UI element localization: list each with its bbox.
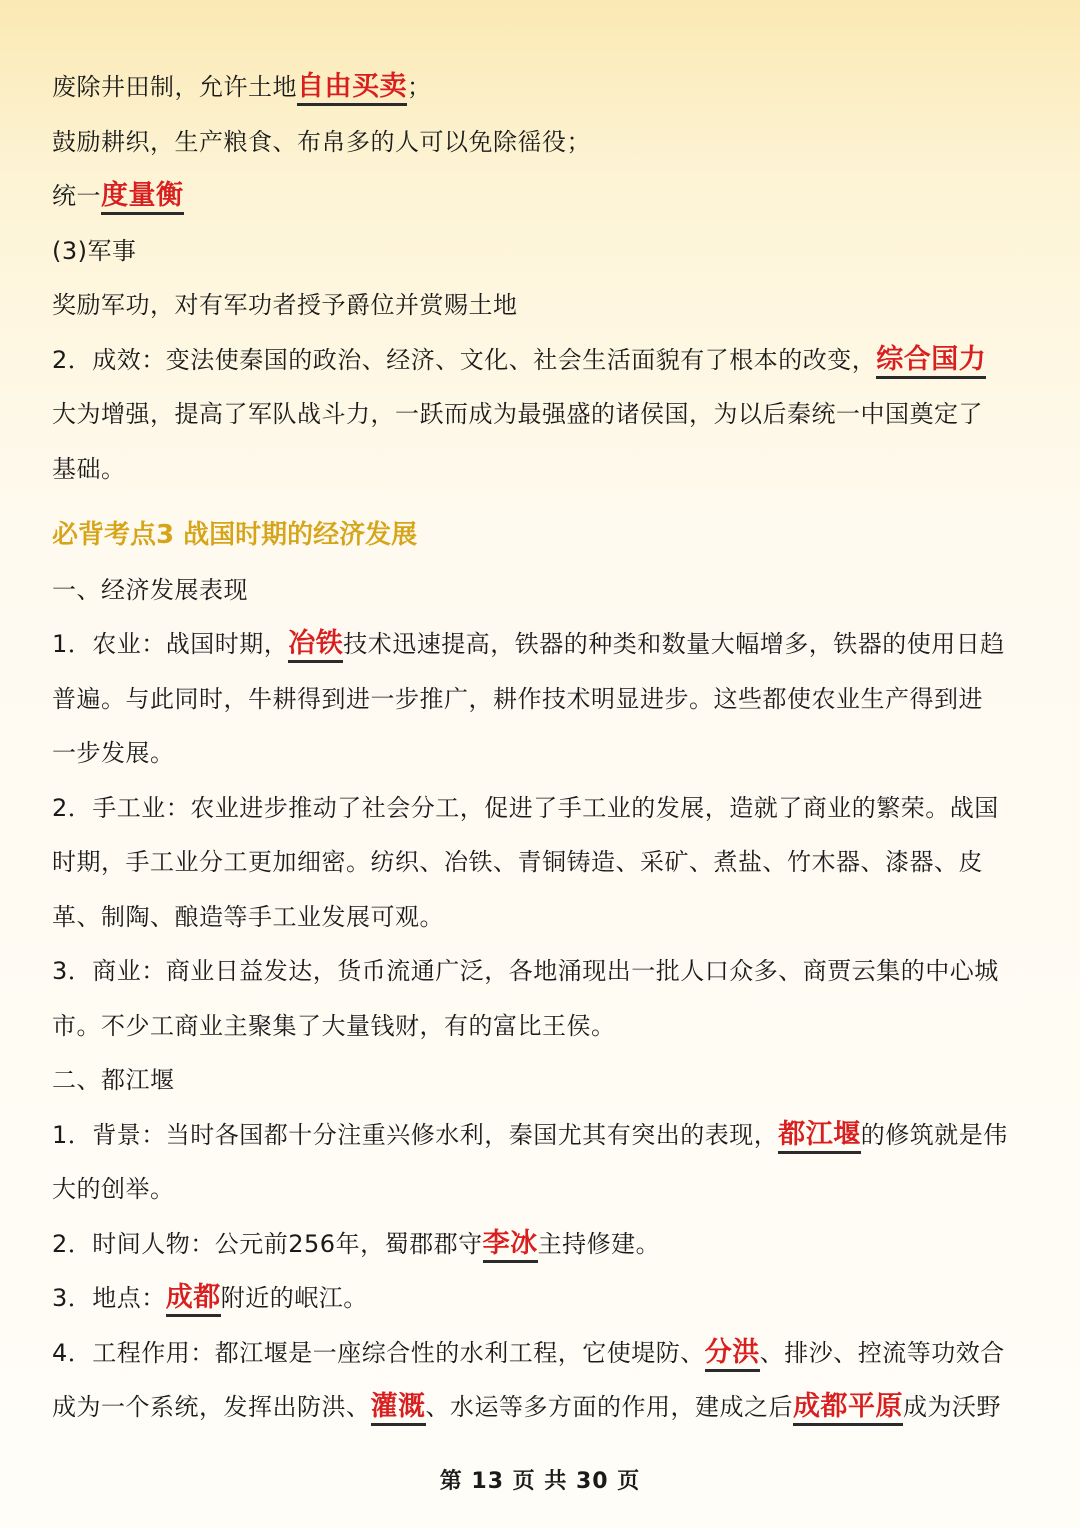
text-segment: 技术迅速提高，铁器的种类和数量大幅增多，铁器的使用日趋 [343,630,1005,658]
text-segment: 奖励军功，对有军功者授予爵位并赏赐土地 [52,291,518,319]
key-term: 度量衡 [101,180,184,215]
text-segment: (3)军事 [52,236,137,265]
text-segment: 1．背景：当时各国都十分注重兴修水利，秦国尤其有突出的表现， [52,1120,779,1149]
page-footer: 第 13 页 共 30 页 [439,1469,641,1494]
key-term: 成都 [166,1282,221,1317]
text-line [52,835,1042,890]
text-line [52,726,1042,781]
text-segment: 附近的岷江。 [220,1284,368,1312]
text-line [52,1217,1042,1272]
text-segment: 鼓励耕织，生产粮食、布帛多的人可以免除徭役； [52,127,591,156]
text-segment: 成为沃野 [903,1393,1001,1421]
key-term: 灌溉 [371,1391,426,1426]
text-line [52,563,1042,618]
text-segment: 废除井田制，允许土地 [52,73,297,101]
section-reform-content [52,60,1042,496]
text-segment: 2．时间人物：公元前256年，蜀郡郡守 [52,1229,483,1258]
key-term: 成都平原 [793,1391,903,1426]
text-line [52,224,1042,279]
text-line [52,1380,1042,1435]
text-segment: 时期，手工业分工更加细密。纺织、冶铁、青铜铸造、采矿、煮盐、竹木器、漆器、皮 [52,848,983,876]
text-line [52,999,1042,1054]
text-line [52,278,1042,333]
text-line [52,169,1042,224]
text-line [52,1108,1042,1163]
key-term: 自由买卖 [297,71,407,106]
text-line [52,115,1042,170]
text-segment: 的修筑就是伟 [860,1120,1008,1149]
text-segment: 2．成效：变法使秦国的政治、经济、文化、社会生活面貌有了根本的改变， [52,345,877,374]
text-segment: 1．农业：战国时期， [52,630,289,658]
text-line [52,944,1042,999]
text-segment: 主持修建。 [537,1229,661,1258]
text-segment: 3．地点： [52,1284,166,1312]
text-line [52,442,1042,497]
text-segment: 一步发展。 [52,739,175,767]
key-term: 分洪 [705,1337,760,1372]
section-heading: 必背考点3 战国时期的经济发展 [52,520,418,550]
text-segment: 大为增强，提高了军队战斗力，一跃而成为最强盛的诸侯国，为以后秦统一中国奠定了 [52,400,983,428]
section-economy-content [52,563,1042,1435]
text-segment: 2．手工业：农业进步推动了社会分工，促进了手工业的发展，造就了商业的繁荣。战国 [52,793,999,822]
key-term: 冶铁 [288,628,343,663]
text-segment: 基础。 [52,454,126,483]
key-term: 李冰 [483,1228,538,1263]
text-line [52,60,1042,115]
text-line [52,617,1042,672]
text-segment: 、排沙、控流等功效合 [759,1338,1005,1367]
key-term: 都江堰 [778,1119,861,1154]
text-segment: 一、经济发展表现 [52,575,248,604]
text-segment: 大的创举。 [52,1175,175,1203]
text-segment: ； [407,73,432,101]
text-segment: 革、制陶、酿造等手工业发展可观。 [52,902,444,931]
text-line [52,1326,1042,1381]
text-line [52,1162,1042,1217]
text-segment: 成为一个系统，发挥出防洪、 [52,1393,371,1421]
text-line [52,1271,1042,1326]
text-line [52,781,1042,836]
text-line [52,1053,1042,1108]
text-line [52,333,1042,388]
key-term: 综合国力 [876,344,986,379]
text-segment: 市。不少工商业主聚集了大量钱财，有的富比王侯。 [52,1011,616,1040]
text-line [52,890,1042,945]
text-segment: 二、都江堰 [52,1066,175,1094]
text-segment: 4．工程作用：都江堰是一座综合性的水利工程，它使堤防、 [52,1338,705,1367]
text-line [52,672,1042,727]
text-segment: 3．商业：商业日益发达，货币流通广泛，各地涌现出一批人口众多、商贾云集的中心城 [52,957,999,985]
text-segment: 、水运等多方面的作用，建成之后 [425,1393,793,1421]
text-line [52,387,1042,442]
text-segment: 普遍。与此同时，牛耕得到进一步推广，耕作技术明显进步。这些都使农业生产得到进 [52,684,983,713]
text-segment: 统一 [52,182,101,210]
document-body [52,60,1042,1435]
